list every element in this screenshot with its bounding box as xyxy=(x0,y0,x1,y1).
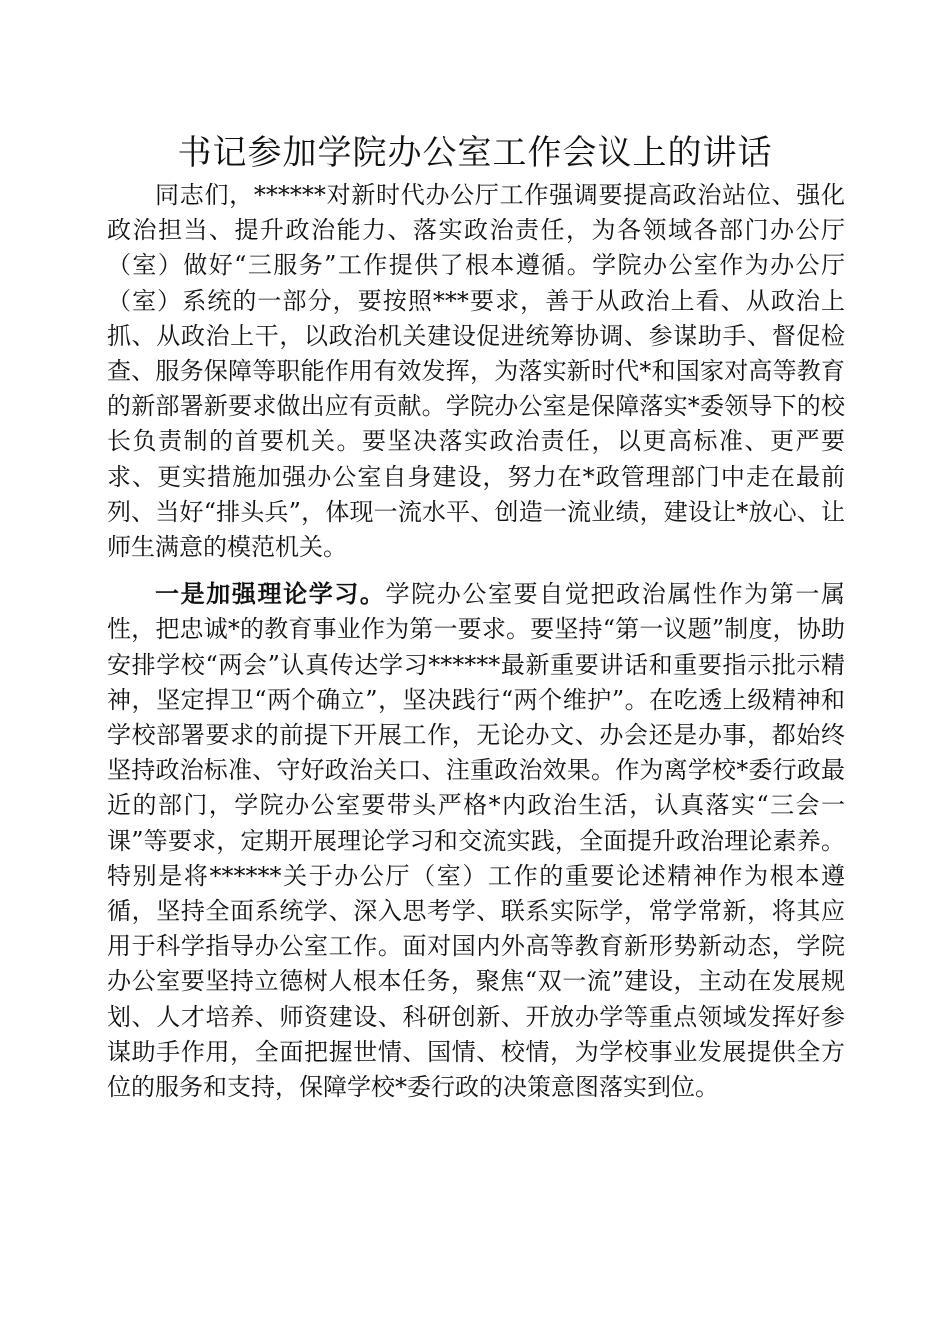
document-title: 书记参加学院办公室工作会议上的讲话 xyxy=(177,133,773,173)
paragraph-lead-heading: 一是加强理论学习。 xyxy=(155,580,386,609)
paragraph-intro xyxy=(107,178,845,565)
document-body xyxy=(107,178,845,1105)
paragraph-intro-text: 同志们，******对新时代办公厅工作强调要提高政治站位、强化政治担当、提升政治能力、落实政治责任，为各领域各部门办公厅（室）做好“三服务”工作提供了根本遵循。学院办公室作为办公厅（室）系统的一部分，要按照***要求，善于从政治上看、从政治上抓、从政治上干，以政治机关建设促进统筹协调、参谋助手、督促检查、服务保障等职能作用有效发挥，为落实新时代*和国家对高等教育的新部署新要求做出应有贡献。学院办公室是保障落实*委领导下的校长负责制的首要机关。要坚决落实政治责任，以更高标准、更严要求、更实措施加强办公室自身建设，努力在*政管理部门中走在最前列、当好“排头兵”，体现一流水平、创造一流业绩，建设让*放心、让师生满意的模范机关。 xyxy=(107,181,845,562)
paragraph-theory-study-text: 学院办公室要自觉把政治属性作为第一属性，把忠诚*的教育事业作为第一要求。要坚持“第一议题”制度，协助安排学校“两会”认真传达学习******最新重要讲话和重要指示批示精神，坚定捍卫“两个确立”，坚决践行“两个维护”。在吃透上级精神和学校部署要求的前提下开展工作，无论办文、办会还是办事，都始终坚持政治标准、守好政治关口、注重政治效果。作为离学校*委行政最近的部门，学院办公室要带头严格*内政治生活，认真落实“三会一课”等要求，定期开展理论学习和交流实践，全面提升政治理论素养。特别是将******关于办公厅（室）工作的重要论述精神作为根本遵循，坚持全面系统学、深入思考学、联系实际学，常学常新，将其应用于科学指导办公室工作。面对国内外高等教育新形势新动态，学院办公室要坚持立德树人根本任务，聚焦“双一流”建设，主动在发展规划、人才培养、师资建设、科研创新、开放办学等重点领域发挥好参谋助手作用，全面把握世情、国情、校情，为学校事业发展提供全方位的服务和支持，保障学校*委行政的决策意图落实到位。 xyxy=(107,580,846,1102)
paragraph-theory-study xyxy=(107,577,845,1105)
